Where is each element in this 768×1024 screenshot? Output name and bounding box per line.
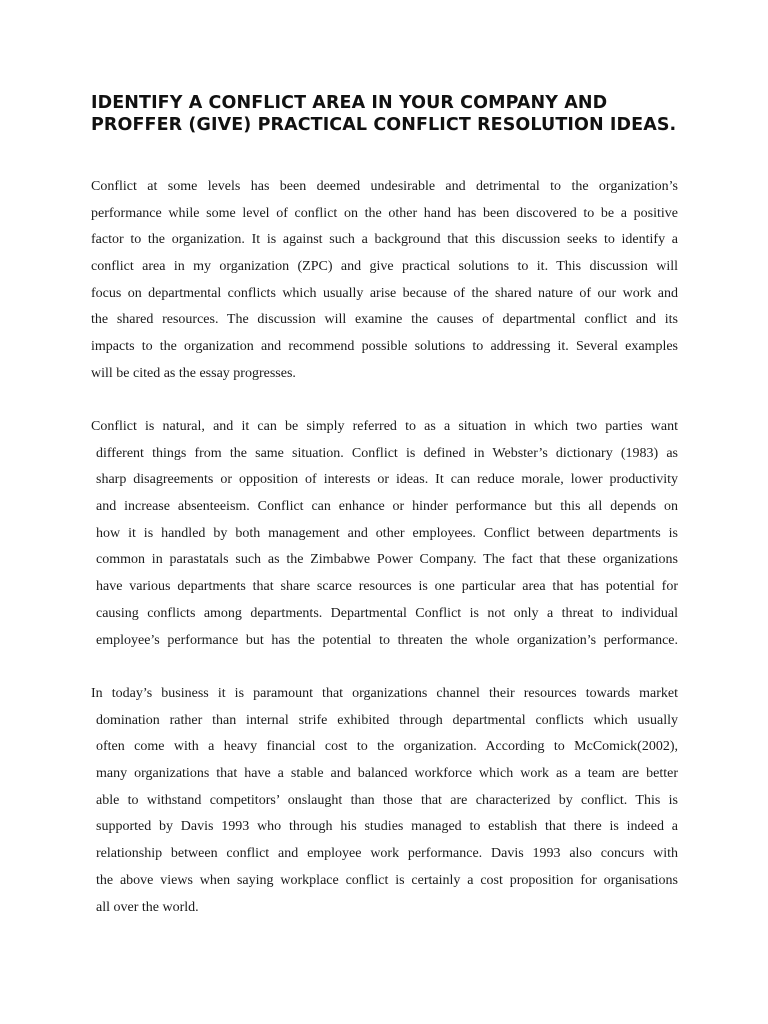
text-line: causing conflicts among departments. Departmental Conflict is not only a threat to individual <box>96 605 678 621</box>
text-line: the above views when saying workplace conflict is certainly a cost proposition for organisations <box>96 872 678 888</box>
text-line: sharp disagreements or opposition of interests or ideas. It can reduce morale, lower productivity <box>96 472 678 488</box>
text-line: and increase absenteeism. Conflict can enhance or hinder performance but this all depends on <box>96 499 678 515</box>
text-line: employee’s performance but has the potential to threaten the whole organization’s performance. <box>96 632 678 648</box>
text-line: common in parastatals such as the Zimbabwe Power Company. The fact that these organizations <box>96 552 678 568</box>
text-line: supported by Davis 1993 who through his studies managed to establish that there is indeed a <box>96 819 678 835</box>
text-line: will be cited as the essay progresses. <box>91 365 296 381</box>
text-line: conflict area in my organization (ZPC) and give practical solutions to it. This discussion will <box>91 259 678 275</box>
text-line: able to withstand competitors’ onslaught than those that are characterized by conflict. This is <box>96 792 678 808</box>
text-line: all over the world. <box>96 899 199 915</box>
paragraph-business-impact <box>91 681 678 921</box>
text-line: different things from the same situation. Conflict is defined in Webster’s dictionary (1983) as <box>96 445 678 461</box>
text-line: relationship between conflict and employee work performance. Davis 1993 also concurs with <box>96 846 678 862</box>
text-line: In today’s business it is paramount that organizations channel their resources towards market <box>91 686 678 701</box>
title-line: IDENTIFY A CONFLICT AREA IN YOUR COMPANY AND <box>91 93 608 113</box>
text-line: the shared resources. The discussion will examine the causes of departmental conflict and its <box>91 312 678 328</box>
paragraph-conflict-definition <box>91 414 678 654</box>
text-line: many organizations that have a stable and balanced workforce which work as a team are better <box>96 766 678 782</box>
text-line: performance while some level of conflict on the other hand has been discovered to be a positive <box>91 205 678 221</box>
text-line: often come with a heavy financial cost to the organization. According to McComick(2002), <box>96 739 678 755</box>
text-line: Conflict is natural, and it can be simply referred to as a situation in which two parties want <box>91 419 678 434</box>
text-line: impacts to the organization and recommend possible solutions to addressing it. Several examples <box>91 339 678 355</box>
text-line: how it is handled by both management and other employees. Conflict between departments is <box>96 525 678 541</box>
text-line: Conflict at some levels has been deemed undesirable and detrimental to the organization’s <box>91 179 678 194</box>
title-line: PROFFER (GIVE) PRACTICAL CONFLICT RESOLUTION IDEAS. <box>91 115 677 135</box>
text-line: factor to the organization. It is against such a background that this discussion seeks to identify a <box>91 232 678 248</box>
paragraph-introduction <box>91 174 678 388</box>
text-line: domination rather than internal strife exhibited through departmental conflicts which usually <box>96 712 678 728</box>
document-title <box>91 92 691 136</box>
text-line: have various departments that share scarce resources is one particular area that has potential for <box>96 579 678 595</box>
text-line: focus on departmental conflicts which usually arise because of the shared nature of our work and <box>91 285 678 301</box>
